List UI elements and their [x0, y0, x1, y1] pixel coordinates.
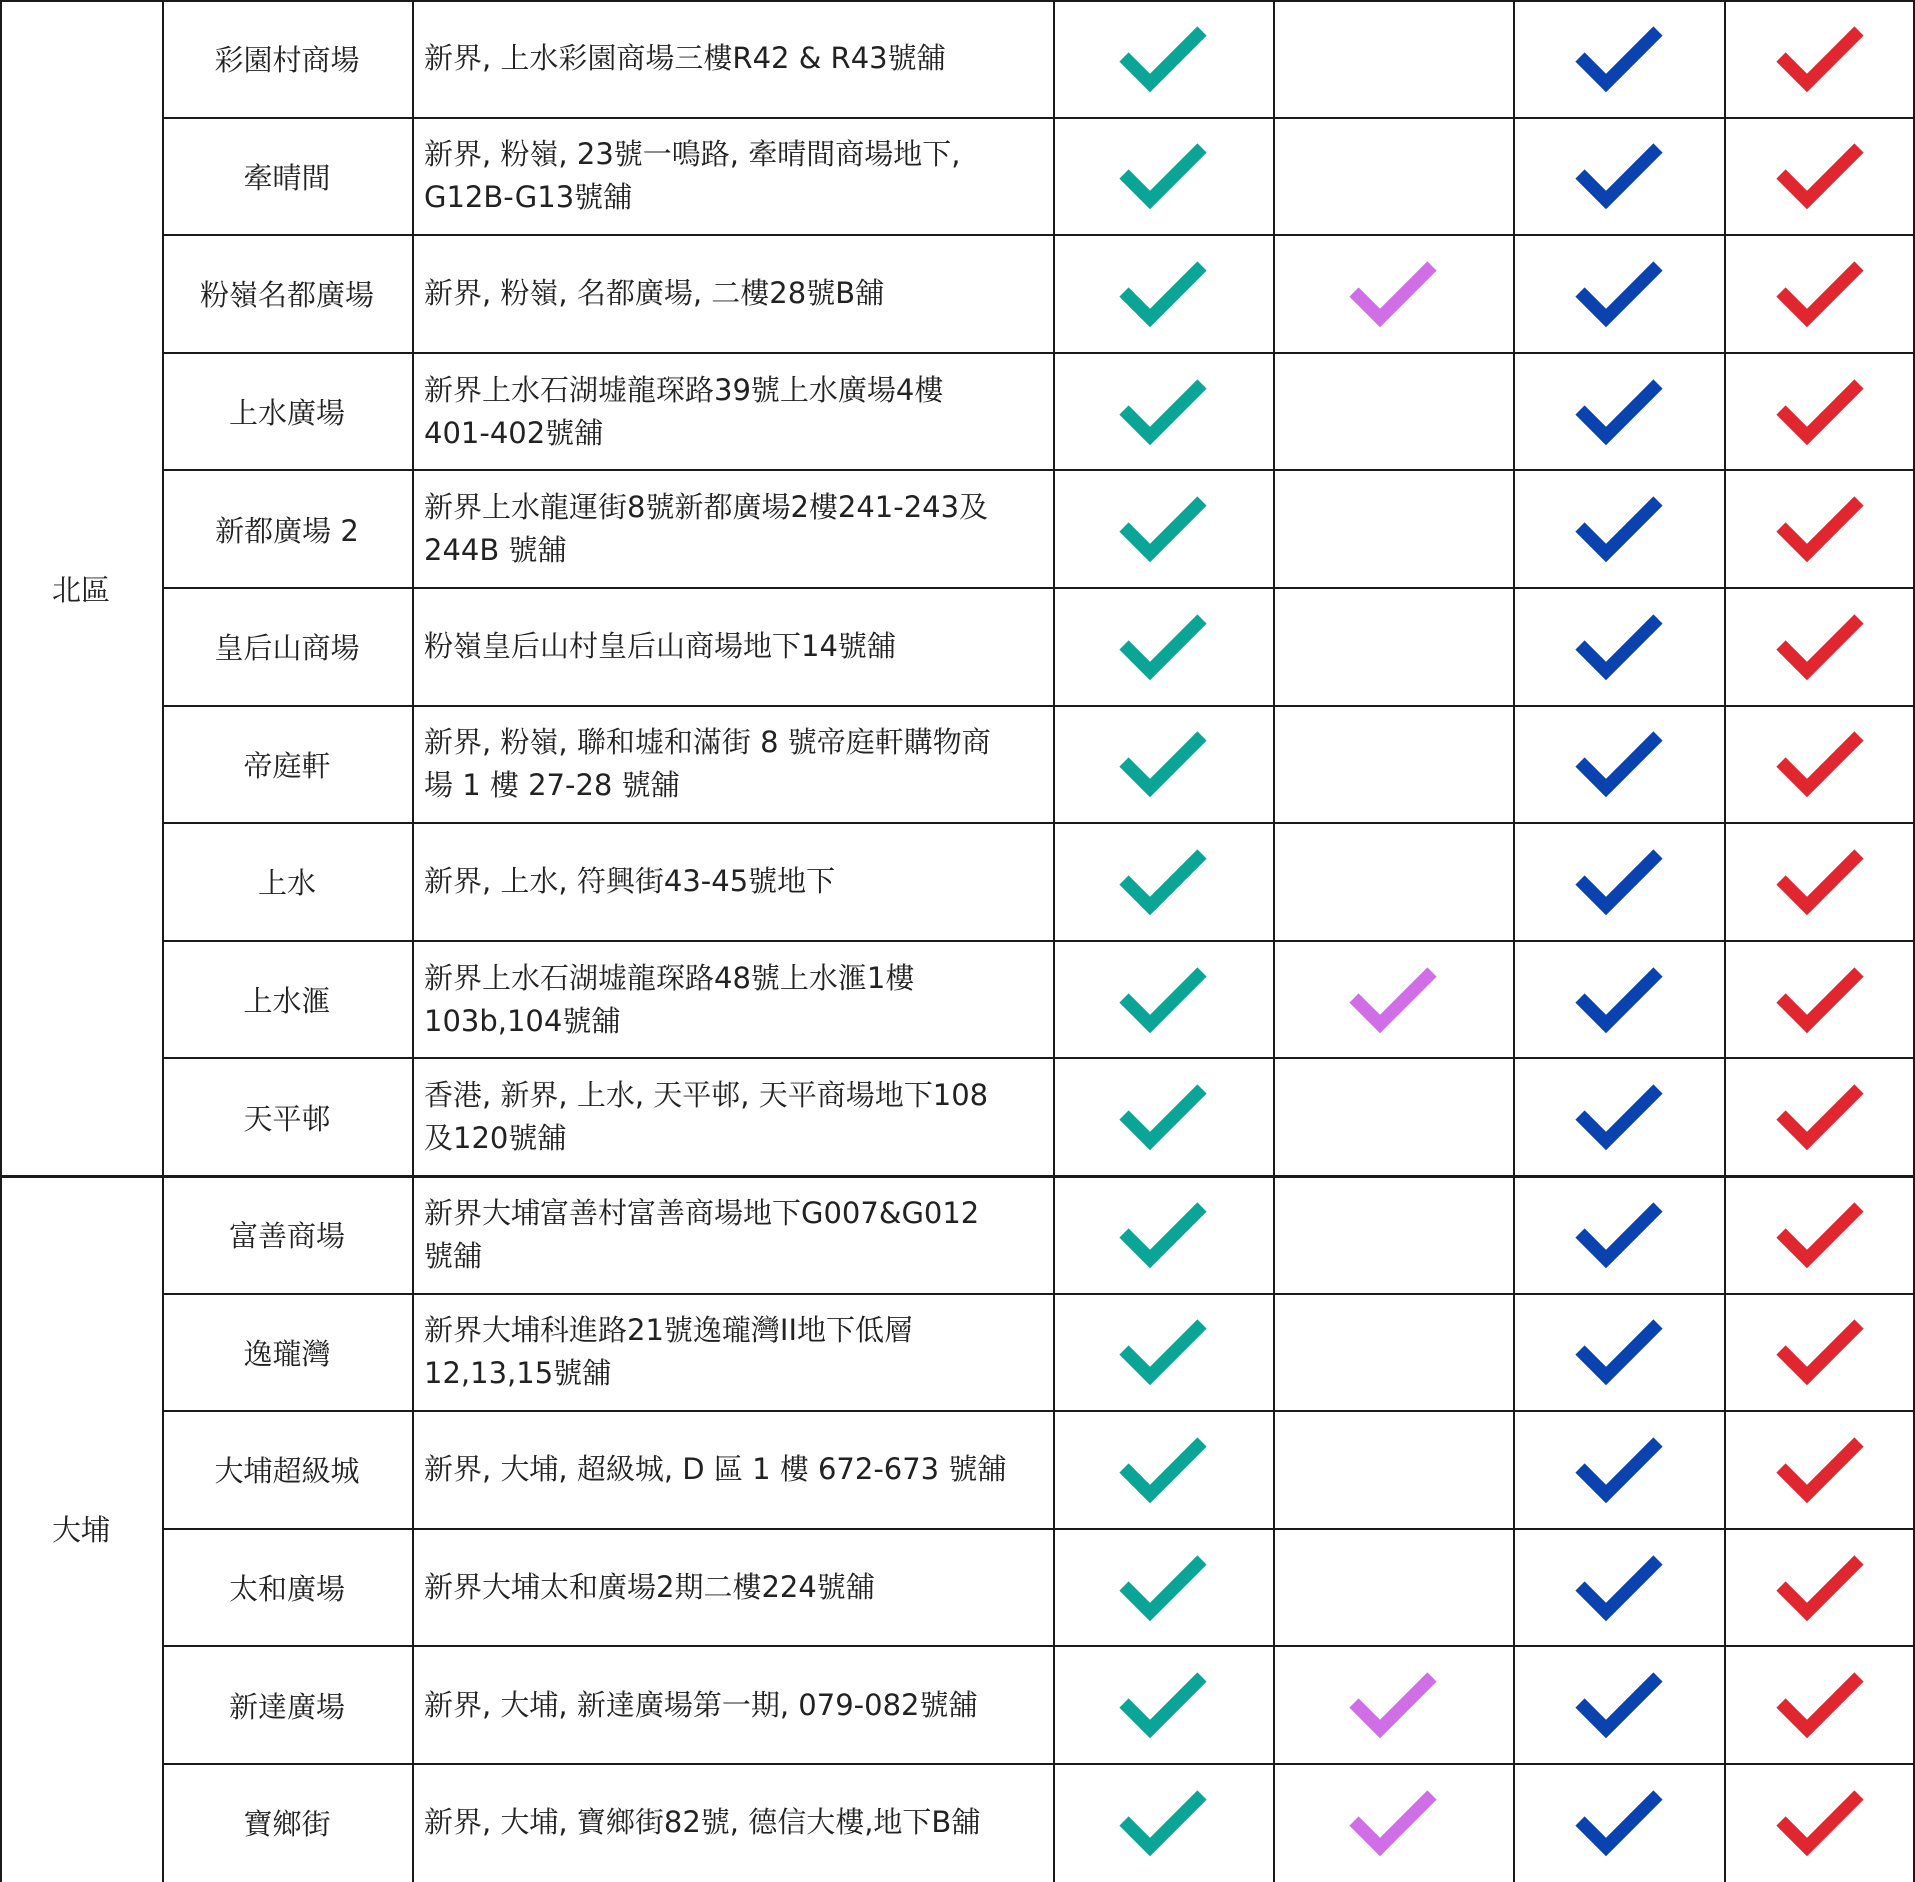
address-text: [424, 369, 943, 455]
row-divider: [162, 1763, 1915, 1765]
column-divider: [1273, 0, 1275, 1882]
store-name: 粉嶺名都廣場: [199, 278, 374, 313]
red-check-icon: [1775, 611, 1865, 683]
address-line: 新界, 粉嶺, 23號一鳴路, 牽晴間商場地下,: [424, 137, 961, 172]
blue-check-icon: [1574, 1669, 1664, 1741]
teal-check-icon: [1118, 493, 1208, 565]
store-address: [412, 470, 1053, 588]
store-address: [412, 941, 1053, 1059]
address-text: [424, 1074, 988, 1160]
teal-check-icon: [1118, 1787, 1208, 1859]
purple-check-icon: [1348, 1669, 1438, 1741]
store-name: 上水廣場: [228, 396, 345, 431]
address-text: [424, 133, 960, 219]
red-check-icon: [1775, 964, 1865, 1036]
row-divider: [162, 587, 1915, 589]
address-text: [424, 957, 914, 1043]
teal-check-icon: [1118, 611, 1208, 683]
red-check-icon: [1775, 140, 1865, 212]
red-check-icon: [1775, 23, 1865, 95]
blue-check-icon: [1574, 728, 1664, 800]
column-divider: [412, 0, 414, 1882]
district-label: 北區: [51, 572, 110, 607]
address-text: [424, 272, 884, 315]
store-address: [412, 823, 1053, 941]
store-name: 逸瓏灣: [243, 1336, 331, 1371]
group-divider: [0, 1175, 1915, 1178]
store-address: [412, 1294, 1053, 1412]
blue-check-icon: [1574, 846, 1664, 918]
address-line: 新界, 粉嶺, 名都廣場, 二樓28號B舖: [424, 276, 885, 311]
address-line: 新界, 粉嶺, 聯和墟和滿街 8 號帝庭軒購物商: [424, 725, 991, 760]
store-address: [412, 706, 1053, 824]
address-line: 新界, 大埔, 寶鄉街82號, 德信大樓,地下B舖: [424, 1805, 981, 1840]
red-check-icon: [1775, 1081, 1865, 1153]
row-divider: [162, 1645, 1915, 1647]
address-text: [424, 1309, 913, 1395]
store-name: 新都廣場 2: [215, 513, 359, 548]
address-line: 場 1 樓 27-28 號舖: [424, 768, 680, 803]
address-text: [424, 1566, 875, 1609]
row-divider: [162, 469, 1915, 471]
store-address: [412, 1529, 1053, 1647]
teal-check-icon: [1118, 1669, 1208, 1741]
red-check-icon: [1775, 1669, 1865, 1741]
purple-check-icon: [1348, 258, 1438, 330]
address-text: [424, 1448, 1006, 1491]
store-address: [412, 1176, 1053, 1294]
row-divider: [162, 1410, 1915, 1412]
column-divider: [0, 0, 2, 1882]
row-divider: [162, 940, 1915, 942]
store-name: 太和廣場: [228, 1572, 345, 1607]
store-name: 新達廣場: [228, 1689, 345, 1724]
blue-check-icon: [1574, 140, 1664, 212]
red-check-icon: [1775, 1199, 1865, 1271]
store-address: [412, 588, 1053, 706]
row-divider: [162, 352, 1915, 354]
address-line: 新界大埔科進路21號逸瓏灣II地下低層: [424, 1313, 914, 1348]
teal-check-icon: [1118, 964, 1208, 1036]
address-text: [424, 625, 896, 668]
row-divider: [162, 705, 1915, 707]
address-line: 新界大埔富善村富善商場地下G007&G012: [424, 1195, 980, 1230]
store-name: 寶鄉街: [243, 1807, 331, 1842]
address-text: [424, 1684, 977, 1727]
address-line: G12B-G13號舖: [424, 180, 633, 215]
address-line: 新界大埔太和廣場2期二樓224號舖: [424, 1570, 875, 1605]
store-address: [412, 1646, 1053, 1764]
red-check-icon: [1775, 1552, 1865, 1624]
teal-check-icon: [1118, 1316, 1208, 1388]
address-line: 香港, 新界, 上水, 天平邨, 天平商場地下108: [424, 1078, 989, 1113]
store-name: 富善商場: [228, 1219, 345, 1254]
store-name: 上水滙: [243, 984, 331, 1019]
blue-check-icon: [1574, 1787, 1664, 1859]
teal-check-icon: [1118, 1081, 1208, 1153]
address-line: 新界上水龍運街8號新都廣場2樓241-243及: [424, 490, 989, 525]
store-name: 帝庭軒: [243, 748, 331, 783]
row-divider: [162, 117, 1915, 119]
red-check-icon: [1775, 1434, 1865, 1506]
store-address: [412, 1764, 1053, 1882]
blue-check-icon: [1574, 376, 1664, 448]
address-line: 新界, 上水, 符興街43-45號地下: [424, 864, 836, 899]
red-check-icon: [1775, 258, 1865, 330]
purple-check-icon: [1348, 1787, 1438, 1859]
address-line: 號舖: [424, 1238, 483, 1273]
store-address: [412, 353, 1053, 471]
teal-check-icon: [1118, 258, 1208, 330]
address-text: [424, 37, 946, 80]
red-check-icon: [1775, 1787, 1865, 1859]
table-top-border: [0, 0, 1915, 2]
store-name: 牽晴間: [243, 160, 331, 195]
address-line: 401-402號舖: [424, 415, 604, 450]
blue-check-icon: [1574, 1081, 1664, 1153]
address-text: [424, 486, 988, 572]
store-name: 皇后山商場: [214, 631, 360, 666]
address-line: 12,13,15號舖: [424, 1356, 612, 1391]
address-line: 及120號舖: [424, 1121, 567, 1156]
store-address: [412, 1411, 1053, 1529]
blue-check-icon: [1574, 611, 1664, 683]
blue-check-icon: [1574, 493, 1664, 565]
store-name: 上水: [257, 866, 316, 901]
blue-check-icon: [1574, 1316, 1664, 1388]
teal-check-icon: [1118, 376, 1208, 448]
teal-check-icon: [1118, 728, 1208, 800]
red-check-icon: [1775, 728, 1865, 800]
address-line: 新界, 大埔, 新達廣場第一期, 079-082號舖: [424, 1687, 978, 1722]
teal-check-icon: [1118, 1552, 1208, 1624]
row-divider: [162, 1293, 1915, 1295]
address-text: [424, 1801, 980, 1844]
blue-check-icon: [1574, 1552, 1664, 1624]
address-line: 新界上水石湖墟龍琛路39號上水廣場4樓: [424, 372, 944, 407]
address-line: 103b,104號舖: [424, 1003, 621, 1038]
teal-check-icon: [1118, 23, 1208, 95]
red-check-icon: [1775, 376, 1865, 448]
teal-check-icon: [1118, 846, 1208, 918]
blue-check-icon: [1574, 1199, 1664, 1271]
teal-check-icon: [1118, 140, 1208, 212]
red-check-icon: [1775, 493, 1865, 565]
address-text: [424, 721, 991, 807]
column-divider: [1724, 0, 1726, 1882]
column-divider: [162, 0, 164, 1882]
store-name: 彩園村商場: [214, 43, 360, 78]
address-line: 新界, 上水彩園商場三樓R42 & R43號舖: [424, 41, 946, 76]
blue-check-icon: [1574, 258, 1664, 330]
red-check-icon: [1775, 846, 1865, 918]
store-name: 天平邨: [243, 1101, 331, 1136]
store-address: [412, 118, 1053, 236]
row-divider: [162, 822, 1915, 824]
address-line: 新界, 大埔, 超級城, D 區 1 樓 672-673 號舖: [424, 1452, 1007, 1487]
purple-check-icon: [1348, 964, 1438, 1036]
store-address: [412, 235, 1053, 353]
blue-check-icon: [1574, 23, 1664, 95]
row-divider: [162, 1528, 1915, 1530]
address-line: 粉嶺皇后山村皇后山商場地下14號舖: [424, 629, 896, 664]
address-text: [424, 860, 835, 903]
teal-check-icon: [1118, 1434, 1208, 1506]
store-name: 大埔超級城: [214, 1454, 360, 1489]
row-divider: [162, 234, 1915, 236]
column-divider: [1053, 0, 1055, 1882]
row-divider: [162, 1057, 1915, 1059]
district-label: 大埔: [51, 1513, 110, 1548]
blue-check-icon: [1574, 964, 1664, 1036]
teal-check-icon: [1118, 1199, 1208, 1271]
store-address: [412, 1058, 1053, 1176]
blue-check-icon: [1574, 1434, 1664, 1506]
red-check-icon: [1775, 1316, 1865, 1388]
store-address: [412, 0, 1053, 118]
address-line: 新界上水石湖墟龍琛路48號上水滙1樓: [424, 960, 915, 995]
address-line: 244B 號舖: [424, 533, 567, 568]
address-text: [424, 1192, 979, 1278]
column-divider: [1513, 0, 1515, 1882]
